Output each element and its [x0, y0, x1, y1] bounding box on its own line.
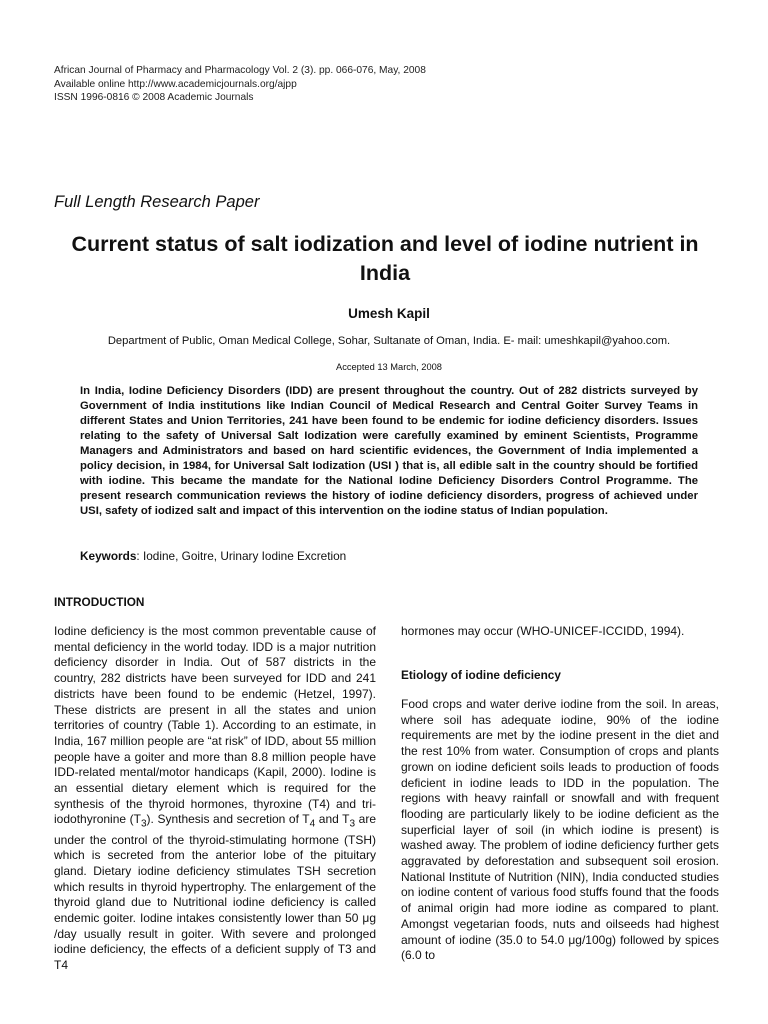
introduction-right-column-top	[401, 624, 719, 640]
intro-continuation: hormones may occur (WHO-UNICEF-ICCIDD, 1994).	[401, 624, 685, 638]
introduction-left-column	[54, 624, 376, 974]
abstract: In India, Iodine Deficiency Disorders (IDD) are present throughout the country. Out of 282 districts surveyed by Government of India institutions like Indian Council of Medical Research and Central Goiter Survey Teams in different States and Union Territories, 241 have been found to be endemic for iodine deficiency disorders. Issues relating to the safety of Universal Salt Iodization were carefully examined by eminent Scientists, Programme Managers and Administrators and based on hard scientific evidences, the Government of India implemented a policy decision, in 1984, for Universal Salt Iodization (USI ) that is, all edible salt in the country should be fortified with iodine. This became the mandate for the National Iodine Deficiency Disorders Control Programme. The present research communication reviews the history of iodine deficiency disorders, progress of achieved under USI, safety of iodized salt and impact of this intervention on the iodine status of Indian population.	[80, 385, 698, 517]
paper-type: Full Length Research Paper	[54, 193, 260, 211]
journal-info	[54, 64, 714, 105]
author-affiliation: Department of Public, Oman Medical College, Sohar, Sultanate of Oman, India. E- mail: umeshkapil@yahoo.com.	[107, 335, 671, 347]
introduction-heading: INTRODUCTION	[54, 595, 145, 609]
intro-text-4: are under the control of the thyroid-stimulating hormone (TSH) which is secreted from the anterior lobe of the pituitary gland. Dietary iodine deficiency stimulates TSH secretion which results in thyroid hypertrophy. The enlargement of the thyroid gland due to Nutritional iodine deficiency is called endemic goiter. Iodine intakes consistently lower than 50 μg /day usually result in goiter. With severe and prolonged iodine deficiency, the effects of a deficient supply of T3 and T4	[54, 812, 377, 973]
etiology-heading: Etiology of iodine deficiency	[401, 668, 561, 682]
keywords	[80, 549, 698, 563]
subscript-3: 3	[140, 818, 147, 830]
subscript-3b: 3	[349, 818, 356, 830]
author-name: Umesh Kapil	[348, 306, 430, 321]
introduction-paragraph	[54, 624, 376, 974]
accepted-date: Accepted 13 March, 2008	[336, 362, 442, 372]
keywords-text: : Iodine, Goitre, Urinary Iodine Excretion	[136, 549, 347, 563]
journal-citation: African Journal of Pharmacy and Pharmacology Vol. 2 (3). pp. 066-076, May, 2008	[54, 65, 426, 76]
keywords-label: Keywords	[80, 549, 137, 563]
intro-text-2: ). Synthesis and secretion of T	[146, 812, 310, 827]
etiology-paragraph: Food crops and water derive iodine from the soil. In areas, where soil has adequate iodine, 90% of the iodine requirements are met by the iodine present in the diet and the rest 10% from water. Consumption of crops and plants grown on iodine deficient soils leads to production of foods deficient in iodine leads to IDD in the population. The regions with heavy rainfall or snowfall and with frequent flooding are particularly likely to be iodine deficient as the superficial layer of soil (in which iodine is present) is washed away. The problem of iodine deficiency further gets aggravated by deforestation and subsequent soil erosion. National Institute of Nutrition (NIN), India conducted studies on iodine content of various food stuffs found that the foods of animal origin had more iodine as compared to plant. Amongst vegetarian foods, nuts and oilseeds had highest amount of iodine (35.0 to 54.0 μg/100g) followed by spices (6.0 to	[401, 697, 719, 963]
intro-text-1: Iodine deficiency is the most common preventable cause of mental deficiency in the world today. IDD is a major nutrition deficiency disorder in India. Out of 587 districts in the country, 282 districts have been surveyed for IDD and 241 districts have been found to be endemic (Hetzel, 1997). These districts are present in all the states and union territories of country (Table 1). According to an estimate, in India, 167 million people are “at risk” of IDD, about 55 million people have a goiter and more than 8.8 million people have IDD-related mental/motor handicaps (Kapil, 2000). Iodine is an essential dietary element which is required for the synthesis of the thyroid hormones, thyroxine (T4) and tri-iodothyronine (T	[54, 624, 376, 827]
journal-available-online: Available online http://www.academicjournals.org/ajpp	[54, 78, 297, 90]
intro-text-3: and T	[315, 812, 350, 827]
etiology-column	[401, 697, 719, 964]
subscript-4: 4	[309, 818, 316, 830]
paper-title: Current status of salt iodization and level of iodine nutrient in India	[71, 232, 699, 285]
journal-issn: ISSN 1996-0816 © 2008 Academic Journals	[54, 92, 254, 104]
